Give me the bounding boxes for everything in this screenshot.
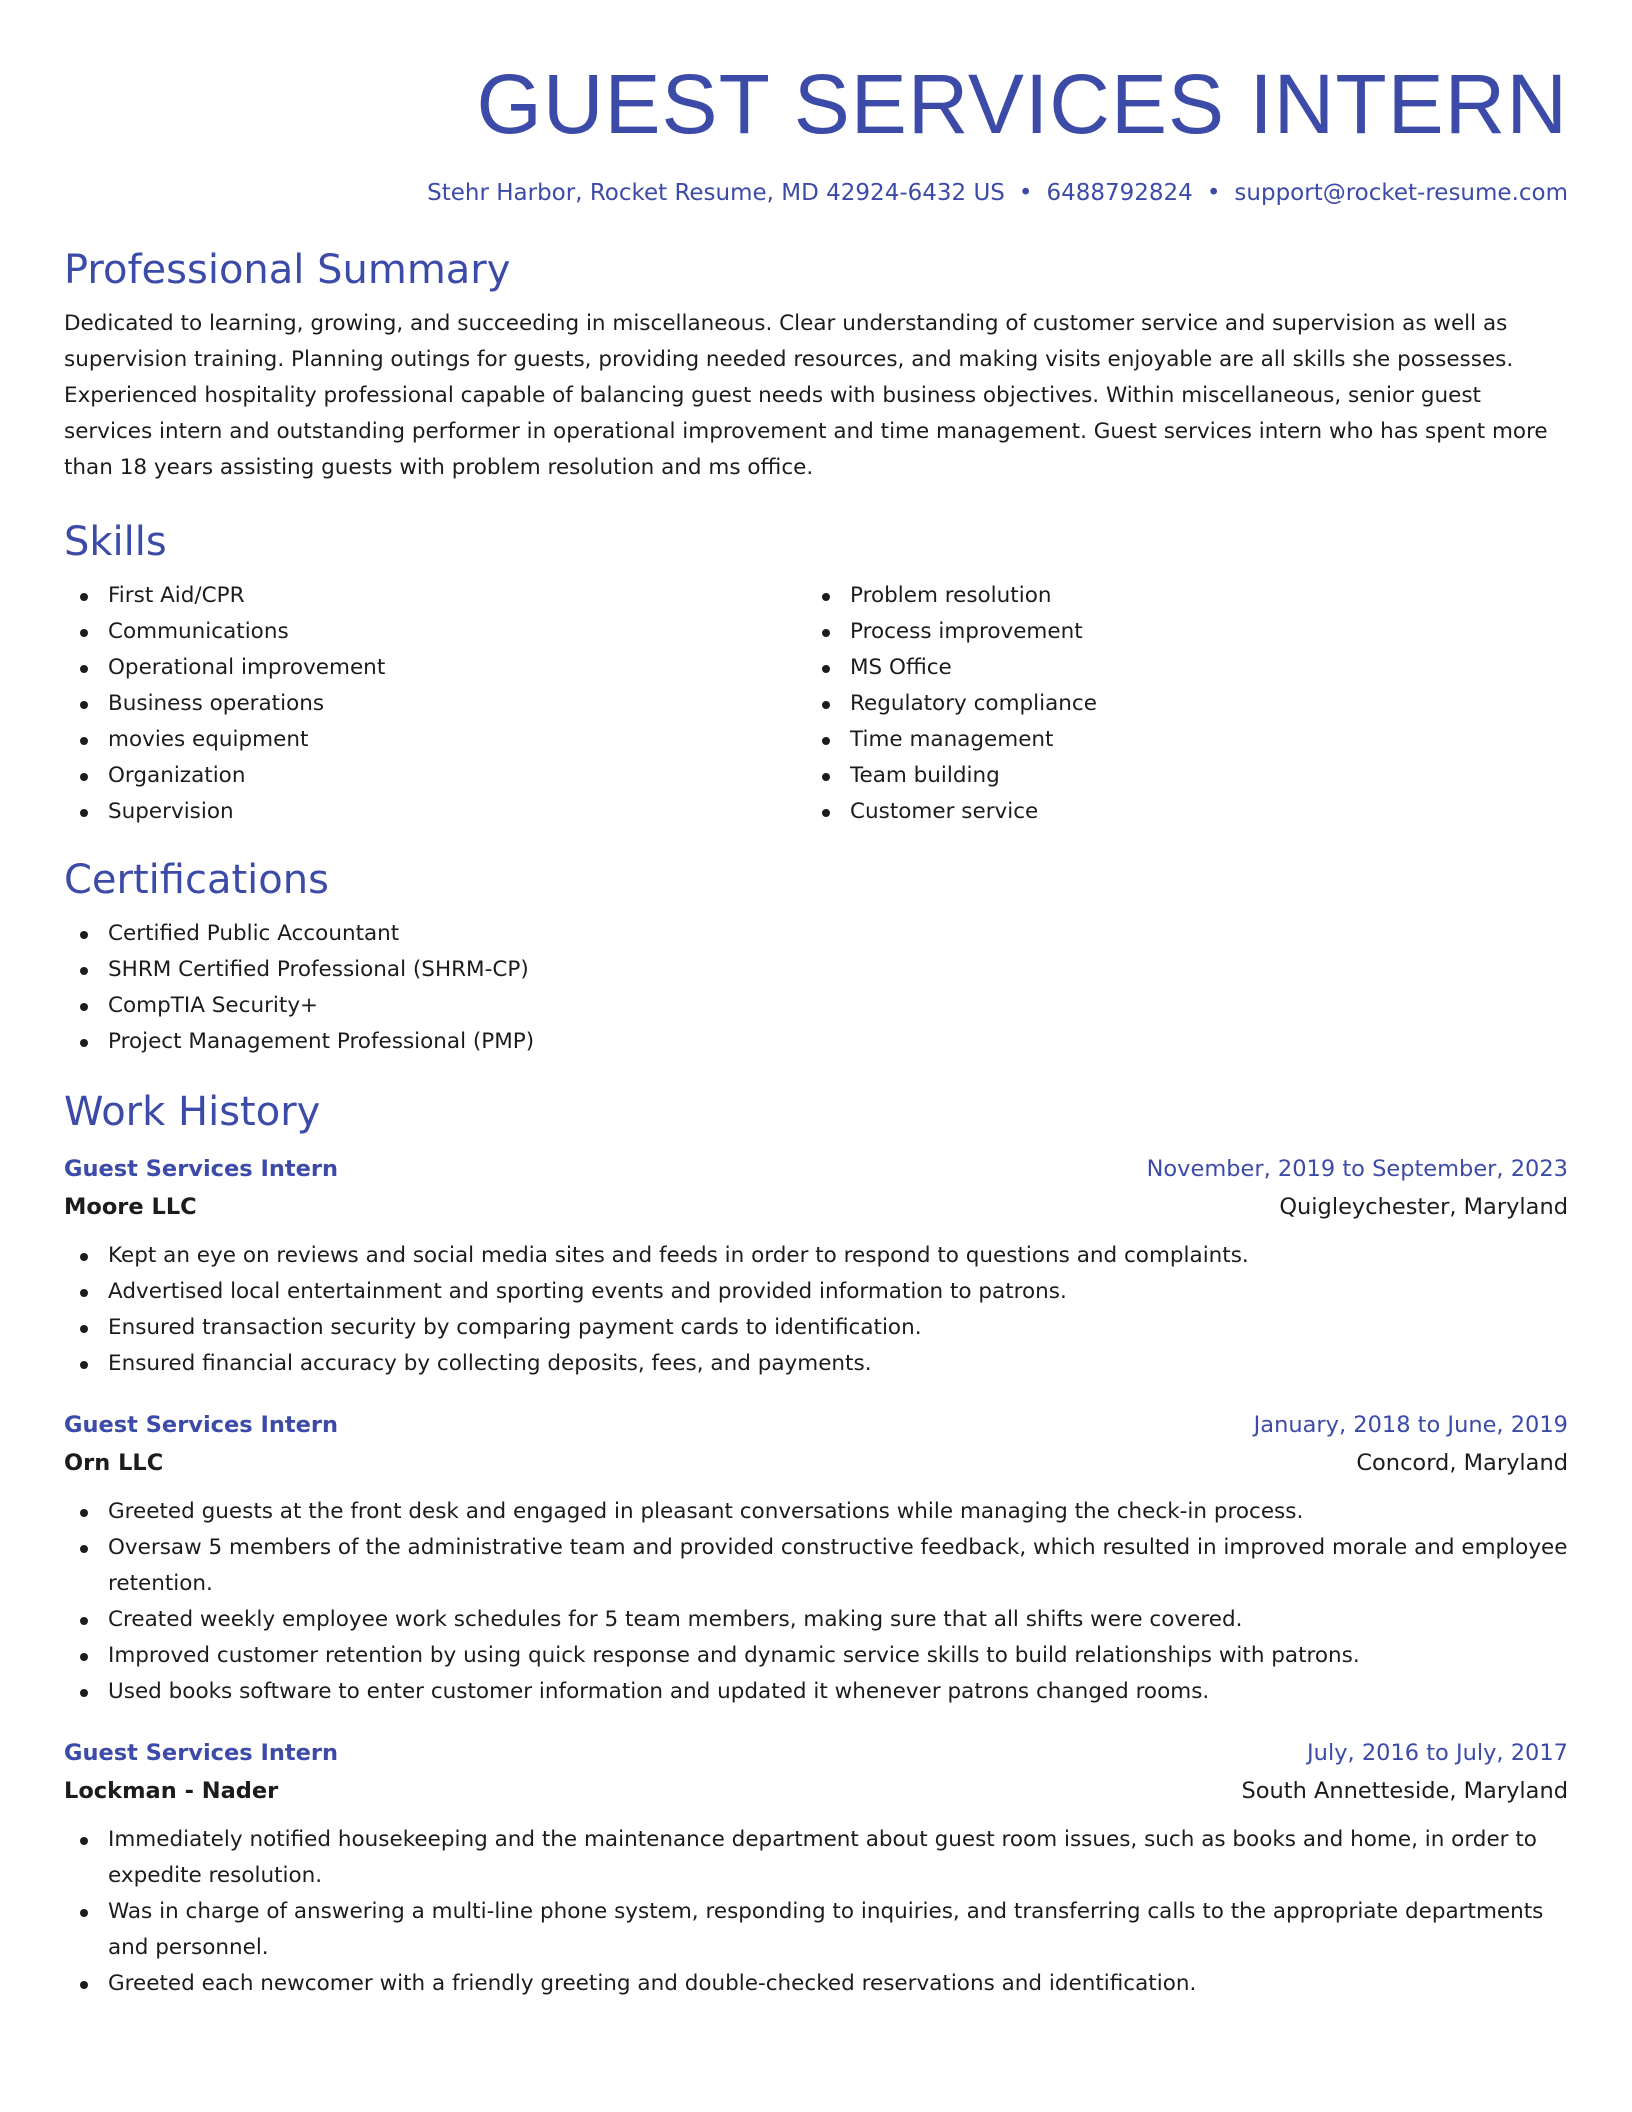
job-bullet: Ensured financial accuracy by collecting deposits, fees, and payments. [64, 1346, 1568, 1382]
job-bullet: Was in charge of answering a multi-line phone system, responding to inquiries, and transferring calls to the appropriate departments and personnel. [64, 1894, 1568, 1966]
contact-separator: • [1018, 180, 1033, 206]
skills-section [64, 516, 1568, 830]
job-bullet: Greeted guests at the front desk and engaged in pleasant conversations while managing the check-in process. [64, 1494, 1568, 1530]
job-bullet: Oversaw 5 members of the administrative team and provided constructive feedback, which resulted in improved morale and employee retention. [64, 1530, 1568, 1602]
job-company-row [64, 1444, 1568, 1482]
job-bullet: Improved customer retention by using quick response and dynamic service skills to build relationships with patrons. [64, 1638, 1568, 1674]
skill-item: MS Office [806, 650, 1548, 686]
job-bullet: Advertised local entertainment and sporting events and provided information to patrons. [64, 1274, 1568, 1310]
job-title-row [64, 1406, 1568, 1444]
skill-item: Problem resolution [806, 578, 1548, 614]
skill-item: Business operations [64, 686, 806, 722]
job-entry [64, 1406, 1568, 1710]
job-bullets [64, 1822, 1568, 2002]
skill-item: Regulatory compliance [806, 686, 1548, 722]
job-title: Guest Services Intern [64, 1156, 339, 1182]
job-company-row [64, 1188, 1568, 1226]
job-bullets [64, 1494, 1568, 1710]
job-location: South Annetteside, Maryland [1241, 1778, 1568, 1804]
section-title-skills: Skills [64, 519, 167, 565]
certification-item: Project Management Professional (PMP) [64, 1024, 1568, 1060]
skill-item: Team building [806, 758, 1548, 794]
job-location: Quigleychester, Maryland [1279, 1194, 1568, 1220]
certification-item: CompTIA Security+ [64, 988, 1568, 1024]
certifications-section [64, 854, 1568, 1060]
phone-text: 6488792824 [1046, 180, 1193, 206]
section-title-summary: Professional Summary [64, 247, 511, 293]
summary-section [64, 244, 1568, 486]
skill-item: Communications [64, 614, 806, 650]
job-bullet: Used books software to enter customer information and updated it whenever patrons changed rooms. [64, 1674, 1568, 1710]
certifications-list [64, 916, 1568, 1060]
job-title-row [64, 1150, 1568, 1188]
job-location: Concord, Maryland [1356, 1450, 1568, 1476]
job-bullet: Created weekly employee work schedules for 5 team members, making sure that all shifts were covered. [64, 1602, 1568, 1638]
section-title-certifications: Certifications [64, 857, 329, 903]
skills-list-left [64, 578, 806, 830]
skill-item: Organization [64, 758, 806, 794]
email-link[interactable]: support@rocket-resume.com [1234, 180, 1568, 206]
skill-item: Process improvement [806, 614, 1548, 650]
job-title: Guest Services Intern [64, 1740, 339, 1766]
skills-list-right [806, 578, 1548, 830]
job-dates: November, 2019 to September, 2023 [1146, 1156, 1568, 1182]
skill-item: Time management [806, 722, 1548, 758]
section-title-work-history: Work History [64, 1089, 321, 1135]
job-bullet: Greeted each newcomer with a friendly greeting and double-checked reservations and identification. [64, 1966, 1568, 2002]
applicant-name: GUEST SERVICES INTERN [476, 57, 1568, 151]
certification-item: SHRM Certified Professional (SHRM-CP) [64, 952, 1568, 988]
job-company: Lockman - Nader [64, 1778, 279, 1804]
job-bullet: Kept an eye on reviews and social media sites and feeds in order to respond to questions and complaints. [64, 1238, 1568, 1274]
skill-item: First Aid/CPR [64, 578, 806, 614]
summary-text: Dedicated to learning, growing, and succeeding in miscellaneous. Clear understanding of customer service and supervision as well as supervision training. Planning outings for guests, providing needed resources, and making visits enjoyable are all skills she possesses. Experienced hospitality professional capable of balancing guest needs with business objectives. Within miscellaneous, senior guest services intern and outstanding performer in operational improvement and time management. Guest services intern who has spent more than 18 years assisting guests with problem resolution and ms office. [64, 311, 1548, 480]
job-dates: July, 2016 to July, 2017 [1307, 1740, 1568, 1766]
job-company: Orn LLC [64, 1450, 164, 1476]
job-entry [64, 1150, 1568, 1382]
job-bullet: Ensured transaction security by comparing payment cards to identification. [64, 1310, 1568, 1346]
job-bullets [64, 1238, 1568, 1382]
job-company-row [64, 1772, 1568, 1810]
address-text: Stehr Harbor, Rocket Resume, MD 42924-6432 US [427, 180, 1005, 206]
contact-line [64, 176, 1568, 210]
skill-item: Supervision [64, 794, 806, 830]
skill-item: Operational improvement [64, 650, 806, 686]
job-entry [64, 1734, 1568, 2002]
certification-item: Certified Public Accountant [64, 916, 1568, 952]
contact-separator: • [1206, 180, 1221, 206]
job-title: Guest Services Intern [64, 1412, 339, 1438]
job-dates: January, 2018 to June, 2019 [1253, 1412, 1568, 1438]
skill-item: movies equipment [64, 722, 806, 758]
skill-item: Customer service [806, 794, 1548, 830]
work-history-section [64, 1086, 1568, 2002]
skills-columns [64, 578, 1568, 830]
resume-page [64, 0, 1568, 2002]
job-bullet: Immediately notified housekeeping and the maintenance department about guest room issues, such as books and home, in order to expedite resolution. [64, 1822, 1568, 1894]
job-title-row [64, 1734, 1568, 1772]
job-company: Moore LLC [64, 1194, 197, 1220]
resume-header [64, 0, 1568, 210]
